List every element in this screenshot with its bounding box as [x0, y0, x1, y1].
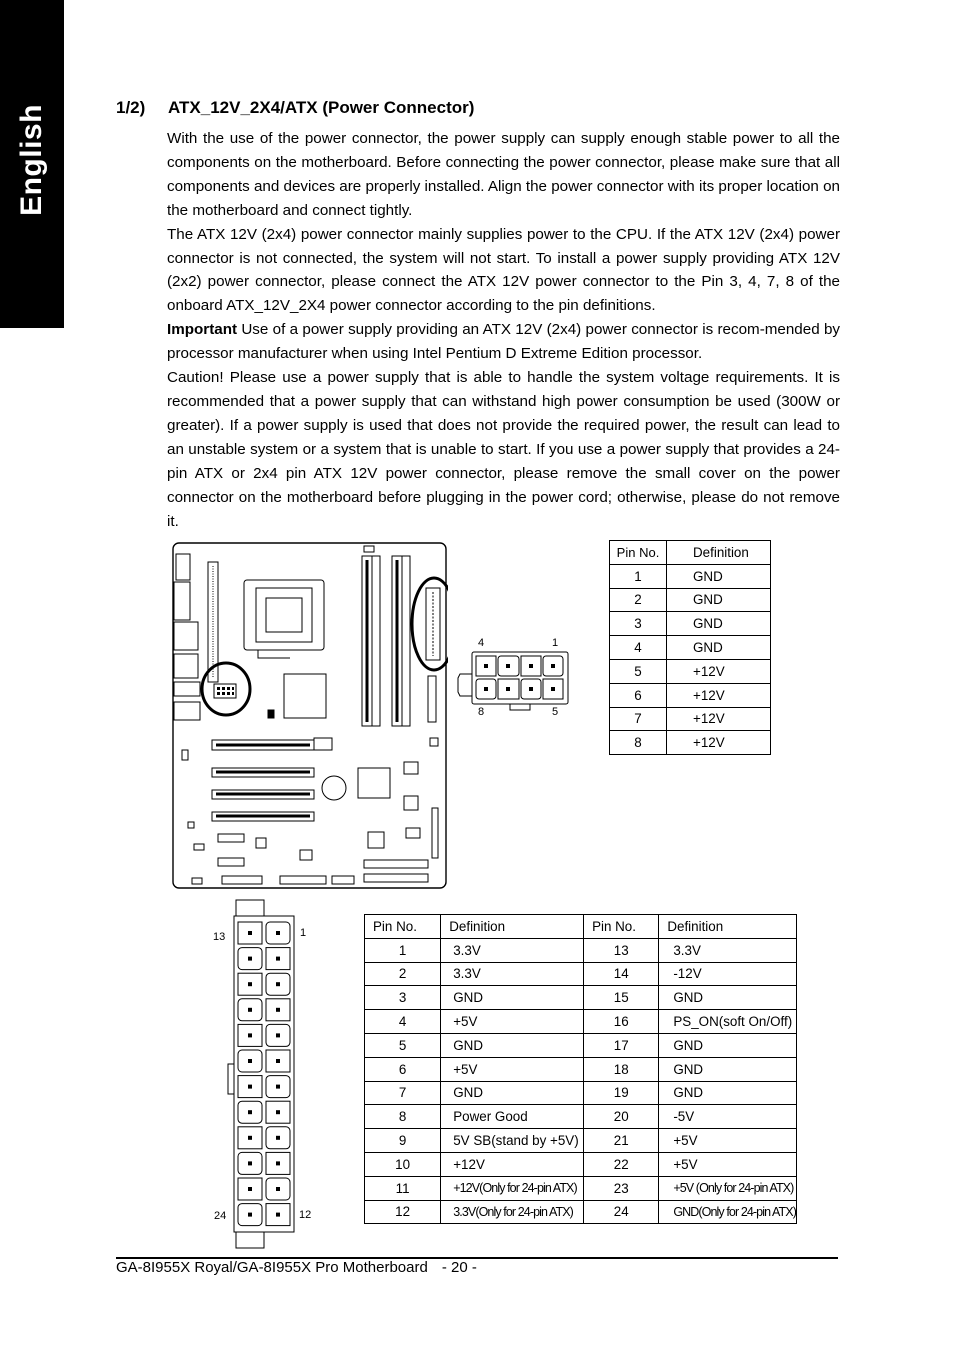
important-text: Use of a power supply providing an ATX 12V (2x4) power connector is recom-mended by processor manufacturer when using Intel Pentium D Extreme Edition processor.: [167, 321, 840, 363]
pin-definition-cell: GND: [667, 612, 771, 636]
pin-number-cell: 6: [365, 1057, 441, 1081]
pin-number-cell: 3: [610, 612, 667, 636]
pin-definition-cell: 3.3V: [441, 938, 584, 962]
table-row: [365, 1152, 797, 1176]
pin-definition-cell: +5V: [659, 1152, 797, 1176]
motherboard-diagram: [172, 542, 448, 890]
pin-contact: [248, 1110, 252, 1114]
pin-definition-cell: GND: [441, 986, 584, 1010]
paragraph-important: [167, 318, 840, 366]
pin-contact: [276, 957, 280, 961]
table-row: [365, 938, 797, 962]
table-header-row: [610, 541, 771, 565]
table-row: [365, 1010, 797, 1034]
pin-contact: [248, 1161, 252, 1165]
pin-definition-cell: 5V SB(stand by +5V): [441, 1129, 584, 1153]
pin-definition-cell: 3.3V: [441, 962, 584, 986]
conn8-label-pin1: 1: [552, 637, 559, 649]
pin-contact: [276, 1213, 280, 1217]
pin-contact: [276, 982, 280, 986]
pin-number-cell: 21: [584, 1129, 659, 1153]
pin-number-cell: 11: [365, 1176, 441, 1200]
pin-contact: [248, 1008, 252, 1012]
conn8-label-pin5: 5: [552, 706, 559, 718]
pin-contact: [248, 982, 252, 986]
table-row: [365, 1057, 797, 1081]
pin-definition-cell: +12V: [441, 1152, 584, 1176]
table-row: [365, 1200, 797, 1224]
pin-definition-cell: 3.3V(Only for 24-pin ATX): [441, 1200, 584, 1224]
table-row: [610, 707, 771, 731]
pin-definition-cell: +5V: [659, 1129, 797, 1153]
pin-contact: [276, 1059, 280, 1063]
pin-contact: [248, 1033, 252, 1037]
table-header-row: [365, 915, 797, 939]
pin-definition-cell: +12V(Only for 24-pin ATX): [441, 1176, 584, 1200]
pin-number-cell: 3: [365, 986, 441, 1010]
conn8-label-pin8: 8: [478, 706, 485, 718]
pin-number-cell: 7: [610, 707, 667, 731]
table-header-cell: Definition: [659, 915, 797, 939]
table-row: [610, 659, 771, 683]
pin-definition-cell: +12V: [667, 683, 771, 707]
conn24-label-pin13: 13: [213, 931, 226, 943]
atx-24pin-table: [364, 914, 797, 1224]
pin-contact: [248, 1085, 252, 1089]
pin-number-cell: 6: [610, 683, 667, 707]
table-row: [365, 1105, 797, 1129]
pin-number-cell: 7: [365, 1081, 441, 1105]
pin-number-cell: 22: [584, 1152, 659, 1176]
pin-contact: [276, 1085, 280, 1089]
pin-definition-cell: GND: [667, 564, 771, 588]
pin-contact: [248, 1136, 252, 1140]
pin-contact: [276, 1033, 280, 1037]
pin-definition-cell: +12V: [667, 731, 771, 755]
pin-number-cell: 5: [365, 1033, 441, 1057]
table-row: [610, 564, 771, 588]
table-row: [365, 1129, 797, 1153]
body-text: [167, 127, 840, 533]
pin-definition-cell: GND: [441, 1081, 584, 1105]
conn24-label-pin24: 24: [214, 1210, 227, 1222]
atx-24pin-connector-drawing: [208, 898, 298, 1250]
pin-number-cell: 2: [610, 588, 667, 612]
pin-number-cell: 2: [365, 962, 441, 986]
pin-number-cell: 12: [365, 1200, 441, 1224]
table-row: [365, 1081, 797, 1105]
pin-definition-cell: GND: [659, 1057, 797, 1081]
table-row: [610, 683, 771, 707]
pin-number-cell: 4: [365, 1010, 441, 1034]
pin-number-cell: 15: [584, 986, 659, 1010]
pin-definition-cell: PS_ON(soft On/Off): [659, 1010, 797, 1034]
table-row: [610, 731, 771, 755]
pin-definition-cell: GND: [659, 1081, 797, 1105]
table-header-cell: Definition: [667, 541, 771, 565]
pin-contact: [248, 957, 252, 961]
pin-contact: [276, 1187, 280, 1191]
pin-definition-cell: -5V: [659, 1105, 797, 1129]
pin-definition-cell: GND: [667, 636, 771, 660]
pin-number-cell: 23: [584, 1176, 659, 1200]
footer-model: GA-8I955X Royal/GA-8I955X Pro Motherboard: [116, 1259, 428, 1276]
page-number: - 20 -: [441, 1259, 477, 1276]
table-header-cell: Pin No.: [365, 915, 441, 939]
pin-number-cell: 1: [365, 938, 441, 962]
paragraph-caution: Caution! Please use a power supply that is able to handle the system voltage requirements. It is recommended that a power supply that can withstand high power consumption be used (300W or greater). If a power supply is used that does not provide the required power, the result can lead to an unstable system or a system that is unable to start. If you use a power supply that provides a 24-pin ATX or 2x4 pin ATX 12V power connector, please remove the small cover on the power connector on the motherboard before plugging in the power cord; otherwise, please do not remove it.: [167, 369, 840, 530]
table-header-cell: Pin No.: [584, 915, 659, 939]
pin-definition-cell: 3.3V: [659, 938, 797, 962]
pin-definition-cell: Power Good: [441, 1105, 584, 1129]
table-row: [365, 962, 797, 986]
pin-contact: [276, 931, 280, 935]
table-row: [365, 986, 797, 1010]
paragraph-intro: With the use of the power connector, the power supply can supply enough stable power to all the components on the motherboard. Before connecting the power connector, please make sure that all components and devices are properly installed. Align the power connector with its proper location on the motherboard and connect tightly.: [167, 130, 840, 219]
pin-contact: [276, 1008, 280, 1012]
pin-contact: [248, 1059, 252, 1063]
conn24-label-pin1: 1: [300, 927, 307, 939]
pin-definition-cell: GND(Only for 24-pin ATX): [659, 1200, 797, 1224]
section-heading: [116, 98, 474, 118]
pin-definition-cell: +5V: [441, 1010, 584, 1034]
pin-number-cell: 16: [584, 1010, 659, 1034]
pin-number-cell: 17: [584, 1033, 659, 1057]
atx12v-pin-table: [609, 540, 771, 755]
pin-number-cell: 18: [584, 1057, 659, 1081]
pin-contact: [276, 1161, 280, 1165]
pin-number-cell: 10: [365, 1152, 441, 1176]
pin-definition-cell: GND: [441, 1033, 584, 1057]
pin-number-cell: 1: [610, 564, 667, 588]
pin-number-cell: 24: [584, 1200, 659, 1224]
pin-contact: [276, 1136, 280, 1140]
table-header-cell: Pin No.: [610, 541, 667, 565]
table-row: [610, 636, 771, 660]
language-tab-label: English: [15, 104, 48, 216]
pin-number-cell: 8: [365, 1105, 441, 1129]
pin-definition-cell: GND: [659, 1033, 797, 1057]
pin-definition-cell: +12V: [667, 707, 771, 731]
table-row: [610, 612, 771, 636]
pin-number-cell: 19: [584, 1081, 659, 1105]
important-label: Important: [167, 321, 238, 339]
pin-number-cell: 8: [610, 731, 667, 755]
pin-number-cell: 14: [584, 962, 659, 986]
pin-number-cell: 20: [584, 1105, 659, 1129]
section-title: ATX_12V_2X4/ATX (Power Connector): [168, 98, 475, 117]
pin-definition-cell: GND: [659, 986, 797, 1010]
pin-definition-cell: -12V: [659, 962, 797, 986]
pin-number-cell: 5: [610, 659, 667, 683]
table-header-cell: Definition: [441, 915, 584, 939]
pin-number-cell: 4: [610, 636, 667, 660]
table-row: [365, 1033, 797, 1057]
pin-number-cell: 9: [365, 1129, 441, 1153]
conn24-label-pin12: 12: [299, 1209, 312, 1221]
pin-definition-cell: +5V (Only for 24-pin ATX): [659, 1176, 797, 1200]
pin-contact: [248, 931, 252, 935]
pin-number-cell: 13: [584, 938, 659, 962]
footer: [116, 1259, 477, 1276]
pin-definition-cell: +12V: [667, 659, 771, 683]
pin-definition-cell: +5V: [441, 1057, 584, 1081]
pin-contact: [276, 1110, 280, 1114]
table-row: [610, 588, 771, 612]
table-row: [365, 1176, 797, 1200]
section-number: 1/2): [116, 98, 146, 117]
paragraph-atx12v: The ATX 12V (2x4) power connector mainly supplies power to the CPU. If the ATX 12V (2x4) power connector is not connected, the system will not start. To install a power supply providing ATX 12V (2x2) power connector, please connect the ATX 12V power connector to the Pin 3, 4, 7, 8 of the onboard ATX_12V_2X4 power connector according to the pin definitions.: [167, 225, 840, 315]
pin-definition-cell: GND: [667, 588, 771, 612]
pin-contact: [248, 1213, 252, 1217]
language-tab: [0, 0, 64, 328]
pin-contact: [248, 1187, 252, 1191]
conn8-label-pin4: 4: [478, 637, 485, 649]
